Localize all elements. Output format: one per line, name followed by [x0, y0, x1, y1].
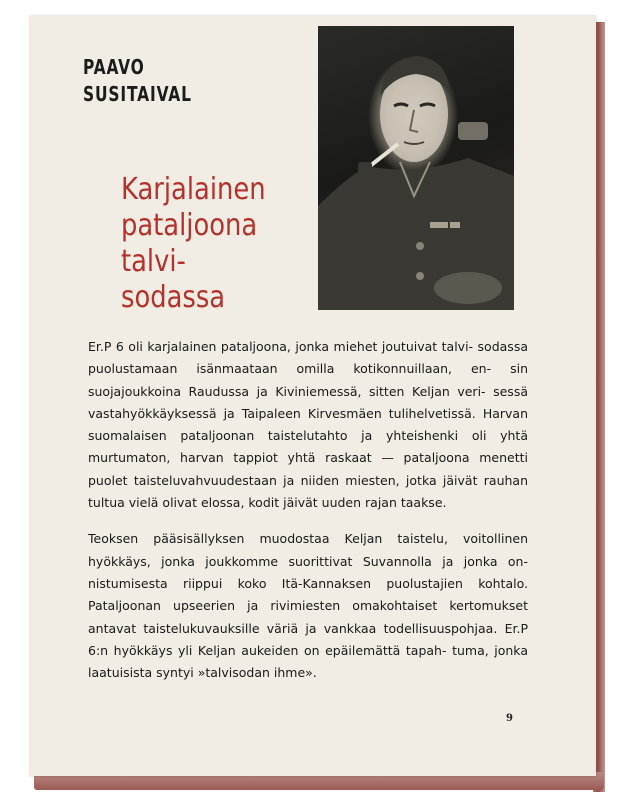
paragraph-1-line: Harvan suomalaisen pataljoonan taistelutahto ja yhteishenki oli [88, 405, 528, 444]
author-portrait-photo [318, 26, 514, 310]
title-line-2: pataljoona [121, 208, 258, 243]
book-title [121, 172, 293, 316]
paragraph-2-line: hyökkäys, jonka joukkomme suorittivat Suvannolla ja jonka on- [88, 553, 528, 569]
paragraph-1-line: yhtä murtumaton, harvan tappiot yhtä raskaat — pataljoona [88, 428, 528, 466]
paragraph-1-line: sodassa puolustamaan isänmaataan omilla kotikonnuillaan, en- [88, 339, 528, 377]
paragraph-2-line: Pataljoonan upseerien ja rivimiesten omakohtaiset kertomukset [88, 598, 528, 614]
portrait-illustration [318, 26, 514, 310]
paragraph-1-line: menetti puolet taisteluvahvuudestaan ja niiden miesten, jotka [88, 450, 528, 488]
blurb-text [88, 336, 528, 698]
page-number: 9 [506, 713, 513, 724]
paragraph-1-line: sessä vastahyökkäyksessä ja Taipaleen Kirvesmäen tulihelvetissä. [88, 383, 528, 421]
title-line-3: talvi- [121, 244, 186, 279]
paragraph-2-line: tuma, jonka laatuisista syntyi »talvisodan ihme». [88, 642, 528, 681]
author-first-name: PAAVO [83, 55, 145, 79]
blurb-paragraph-2 [88, 528, 528, 684]
title-line-1: Karjalainen [121, 172, 266, 207]
paragraph-1-line: jäivät rauhan tultua vielä olivat elossa, kodit jäivät uuden rajan taakse. [88, 472, 528, 511]
paragraph-2-line: antavat taistelukuvauksille väriä ja vankkaa todellisuuspohjaa. [88, 620, 505, 636]
title-line-4: sodassa [121, 280, 226, 315]
paragraph-1-line: Er.P 6 oli karjalainen pataljoona, jonka miehet joutuivat talvi- [88, 339, 478, 354]
paragraph-1-line: sin suojajoukkoina Raudussa ja Kiviniemessä, sitten Keljan veri- [88, 361, 528, 399]
paragraph-2-line: nistumisesta riippui koko Itä-Kannaksen puolustajien kohtalo. [88, 575, 528, 591]
author-last-name: SUSITAIVAL [83, 82, 192, 106]
author-name [83, 54, 238, 108]
paragraph-2-line: Er.P 6:n hyökkäys yli Keljan aukeiden on epäilemättä tapah- [88, 620, 528, 658]
paragraph-2-line: Teoksen pääsisällyksen muodostaa Keljan taistelu, voitollinen [88, 531, 528, 547]
blurb-paragraph-1 [88, 336, 528, 514]
